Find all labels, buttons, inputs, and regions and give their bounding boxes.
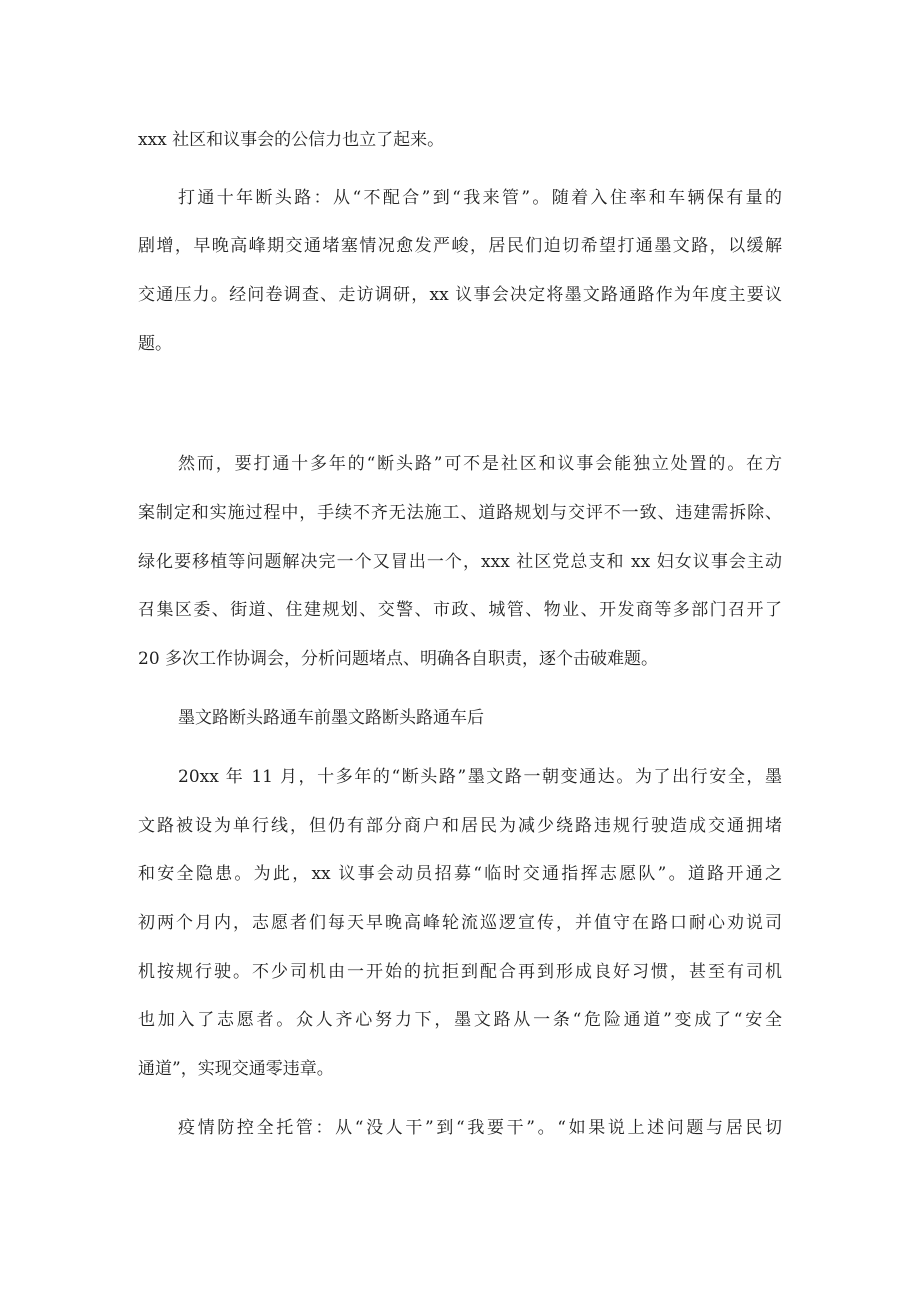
text-line: 文路被设为单行线，但仍有部分商户和居民为减少绕路违规行驶造成交通拥堵	[138, 816, 782, 836]
text-line: 题。	[138, 334, 172, 354]
paragraph-heading-line: 打通十年断头路：从“不配合”到“我来管”。随着入住率和车辆保有量的	[178, 188, 782, 208]
text-line: 通道”，实现交通零违章。	[138, 1059, 334, 1079]
text-line: 和安全隐患。为此，xx 议事会动员招募“临时交通指挥志愿队”。道路开通之	[138, 864, 782, 884]
image-caption: 墨文路断头路通车前墨文路断头路通车后	[178, 708, 484, 728]
text-line: 20 多次工作协调会，分析问题堵点、明确各自职责，逐个击破难题。	[138, 649, 659, 669]
text-line: xxx 社区和议事会的公信力也立了起来。	[138, 130, 445, 150]
paragraph-heading-line: 疫情防控全托管：从“没人干”到“我要干”。“如果说上述问题与居民切	[178, 1118, 782, 1138]
text-line: 20xx 年 11 月，十多年的“断头路”墨文路一朝变通达。为了出行安全，墨	[178, 767, 782, 787]
text-line: 机按规行驶。不少司机由一开始的抗拒到配合再到形成良好习惯，甚至有司机	[138, 962, 782, 982]
text-line: 也加入了志愿者。众人齐心努力下，墨文路从一条“危险通道”变成了“安全	[138, 1010, 782, 1030]
text-line: 剧增，早晚高峰期交通堵塞情况愈发严峻，居民们迫切希望打通墨文路，以缓解	[138, 236, 782, 256]
text-line: 绿化要移植等问题解决完一个又冒出一个，xxx 社区党总支和 xx 妇女议事会主动	[138, 552, 782, 572]
text-line: 然而，要打通十多年的“断头路”可不是社区和议事会能独立处置的。在方	[178, 454, 782, 474]
text-line: 交通压力。经问卷调查、走访调研，xx 议事会决定将墨文路通路作为年度主要议	[138, 285, 782, 305]
text-line: 案制定和实施过程中，手续不齐无法施工、道路规划与交评不一致、违建需拆除、	[138, 503, 782, 523]
text-line: 召集区委、街道、住建规划、交警、市政、城管、物业、开发商等多部门召开了	[138, 600, 782, 620]
text-line: 初两个月内，志愿者们每天早晚高峰轮流巡逻宣传，并值守在路口耐心劝说司	[138, 913, 782, 933]
